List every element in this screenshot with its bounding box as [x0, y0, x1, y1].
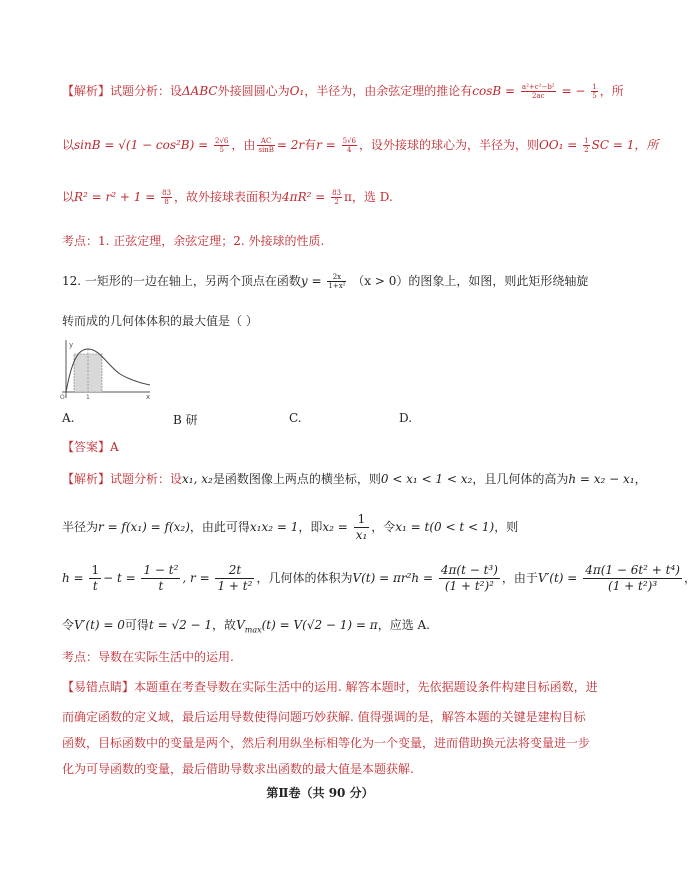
math: 4πR² = — [282, 190, 326, 204]
fraction — [215, 563, 254, 594]
math: V′(t) = 0 — [74, 618, 125, 632]
numerator: 4π(1 − 6t² + t⁴) — [585, 563, 680, 577]
math: SC = 1，所 — [591, 138, 659, 152]
solution11-line3 — [62, 188, 393, 206]
fraction — [521, 83, 556, 100]
text: 【解析】试题分析：设 — [62, 472, 183, 486]
math: cosB = — [472, 84, 516, 98]
fraction — [331, 189, 342, 206]
text: 令 — [62, 618, 75, 632]
yicuo-line3: 函数，目标函数中的变量是两个，然后利用纵坐标相等化为一个变量，进而借助换元法将变量进一步 — [62, 736, 591, 750]
numerator: 1 − t² — [143, 563, 179, 577]
denominator: 5 — [219, 146, 224, 154]
fraction — [354, 512, 370, 543]
text: 12. 一矩形的一边在轴上，另两个顶点在函数 — [62, 274, 301, 288]
fraction — [327, 273, 346, 290]
math: x₁x₂ = 1 — [249, 520, 299, 534]
math: y = — [300, 274, 322, 288]
analysis-line2 — [62, 512, 518, 543]
numerator: a²+c²−b² — [521, 83, 555, 91]
analysis-line4 — [62, 616, 430, 639]
text: ，半径为，由余弦定理的推论有 — [304, 84, 473, 98]
denominator: (1 + t²)³ — [608, 579, 658, 593]
math: h = x₂ − x₁ — [568, 472, 635, 486]
numerator: 83 — [162, 189, 172, 197]
math: sinB = √(1 − cos²B) = — [74, 138, 209, 152]
math: OO₁ = — [538, 138, 578, 152]
text: ，且几何体的高为 — [472, 472, 569, 486]
text: 的图象上，如图，则此矩形绕轴旋 — [408, 274, 589, 288]
origin-label: O — [60, 394, 65, 401]
math: r = f(x₁) = f(x₂) — [98, 520, 190, 534]
text: 以 — [62, 138, 75, 152]
math: V(t) = πr²h = — [352, 571, 434, 585]
math: t = √2 − 1 — [148, 618, 213, 632]
numerator: 1 — [354, 512, 370, 528]
text: π，选 D. — [344, 190, 393, 204]
solution11-line1 — [62, 82, 624, 100]
question12-line2: 转而成的几何体体积的最大值是（ ） — [62, 314, 258, 328]
option-d[interactable]: D. — [399, 411, 413, 425]
yicuo-line2: 而确定函数的定义域，最后运用导数使得问题巧妙获解. 值得强调的是，解答本题的关键是建构目标 — [62, 710, 586, 724]
denominator: sinB — [258, 146, 274, 154]
text: 有 — [304, 138, 317, 152]
math: r = — [316, 138, 336, 152]
denominator: (1 + t²)² — [444, 579, 494, 593]
text: （x > 0） — [352, 274, 409, 288]
math: ΔABC — [182, 84, 218, 98]
text: 半径为 — [62, 520, 99, 534]
math: − t = — [103, 571, 136, 585]
denominator: 2 — [334, 198, 339, 206]
text: 以 — [62, 190, 75, 204]
text: ，故 — [212, 618, 237, 632]
text: 【解析】试题分析：设 — [62, 84, 183, 98]
math: x₁, x₂ — [182, 472, 213, 486]
yicuo-line1: 【易错点睛】本题重在考查导数在实际生活中的运用. 解答本题时，先依据题设条件构建目标函数，进 — [62, 680, 598, 694]
math: = − — [561, 84, 586, 98]
denominator: t — [158, 579, 164, 593]
option-a[interactable]: A. — [62, 411, 75, 425]
numerator: AC — [257, 137, 274, 146]
fraction — [161, 189, 172, 206]
analysis-line3 — [62, 563, 696, 594]
text: ， — [634, 472, 647, 486]
text: 是函数图像上两点的横坐标，则 — [212, 472, 381, 486]
y-axis-label: y — [69, 341, 74, 349]
kaodian-11: 考点：1. 正弦定理，余弦定理；2. 外接球的性质. — [62, 234, 325, 248]
text: ，由此可得 — [189, 520, 250, 534]
denominator: 5 — [592, 92, 597, 100]
numerator: 83 — [332, 189, 342, 197]
fraction — [257, 137, 274, 154]
text: 可得 — [124, 618, 149, 632]
denominator: 2 — [584, 146, 589, 154]
denominator: t — [92, 579, 98, 593]
fraction — [439, 563, 500, 594]
numerator: 2x — [327, 273, 346, 282]
text: ，则 — [494, 520, 519, 534]
numerator: 2√6 — [215, 137, 229, 145]
denominator: 1 + t² — [217, 579, 253, 593]
numerator: 1 — [91, 563, 100, 577]
kaodian-12: 考点：导数在实际生活中的运用. — [62, 650, 234, 664]
fraction — [583, 137, 589, 154]
denominator: 2ac — [531, 92, 545, 100]
numerator: 2t — [215, 563, 254, 579]
text: ，由 — [231, 138, 256, 152]
numerator: 1 — [584, 137, 589, 145]
tick-label-one: 1 — [86, 394, 90, 401]
text: ，令 — [371, 520, 396, 534]
math: 0 < x₁ < 1 < x₂ — [380, 472, 473, 486]
text: 外接圆圆心为 — [217, 84, 290, 98]
fraction — [214, 137, 229, 154]
numerator: 5√6 — [342, 137, 356, 145]
yicuo-line4: 化为可导函数的变量，最后借助导数求出函数的最大值是本题获解. — [62, 762, 414, 776]
answer-label: 【答案】A — [62, 440, 119, 454]
section-title: 第Ⅱ卷（共 90 分） — [266, 786, 374, 800]
question12-line1 — [62, 272, 588, 290]
fraction — [89, 563, 101, 594]
subscript: max — [244, 625, 262, 635]
solution11-line2 — [62, 136, 658, 154]
text: ，应选 A. — [377, 618, 430, 632]
fraction — [141, 563, 180, 594]
option-c[interactable]: C. — [289, 411, 302, 425]
text: ，即 — [298, 520, 323, 534]
fraction — [583, 563, 682, 594]
text: ，设外接球的球心为，半径为，则 — [358, 138, 539, 152]
denominator: x₁ — [355, 528, 368, 542]
analysis-line1 — [62, 470, 647, 488]
text: ，由于 — [501, 571, 538, 585]
math: (t) = V(√2 − 1) = π — [261, 618, 378, 632]
denominator: 1+x² — [328, 282, 346, 290]
option-b[interactable]: B 研 — [173, 413, 198, 427]
x-axis-label: x — [146, 393, 151, 401]
math: x₁ = t(0 < t < 1) — [395, 520, 495, 534]
denominator: 4 — [347, 146, 352, 154]
fraction — [342, 137, 357, 154]
text: ，几何体的体积为 — [256, 571, 353, 585]
numerator: 1 — [592, 83, 597, 91]
math: , r = — [182, 571, 210, 585]
text: ，所 — [599, 84, 624, 98]
math: x₂ = — [322, 520, 348, 534]
math: V — [236, 618, 245, 632]
math: O₁ — [289, 84, 305, 98]
fraction — [591, 83, 597, 100]
text: ， — [683, 571, 696, 585]
math: R² = r² + 1 = — [74, 190, 156, 204]
numerator: 4π(t − t³) — [440, 563, 498, 577]
math: V′(t) = — [537, 571, 578, 585]
denominator: 8 — [164, 198, 169, 206]
math: h = — [62, 571, 84, 585]
function-graph — [58, 338, 154, 400]
math: = 2r — [276, 138, 305, 152]
text: ，故外接球表面积为 — [174, 190, 283, 204]
